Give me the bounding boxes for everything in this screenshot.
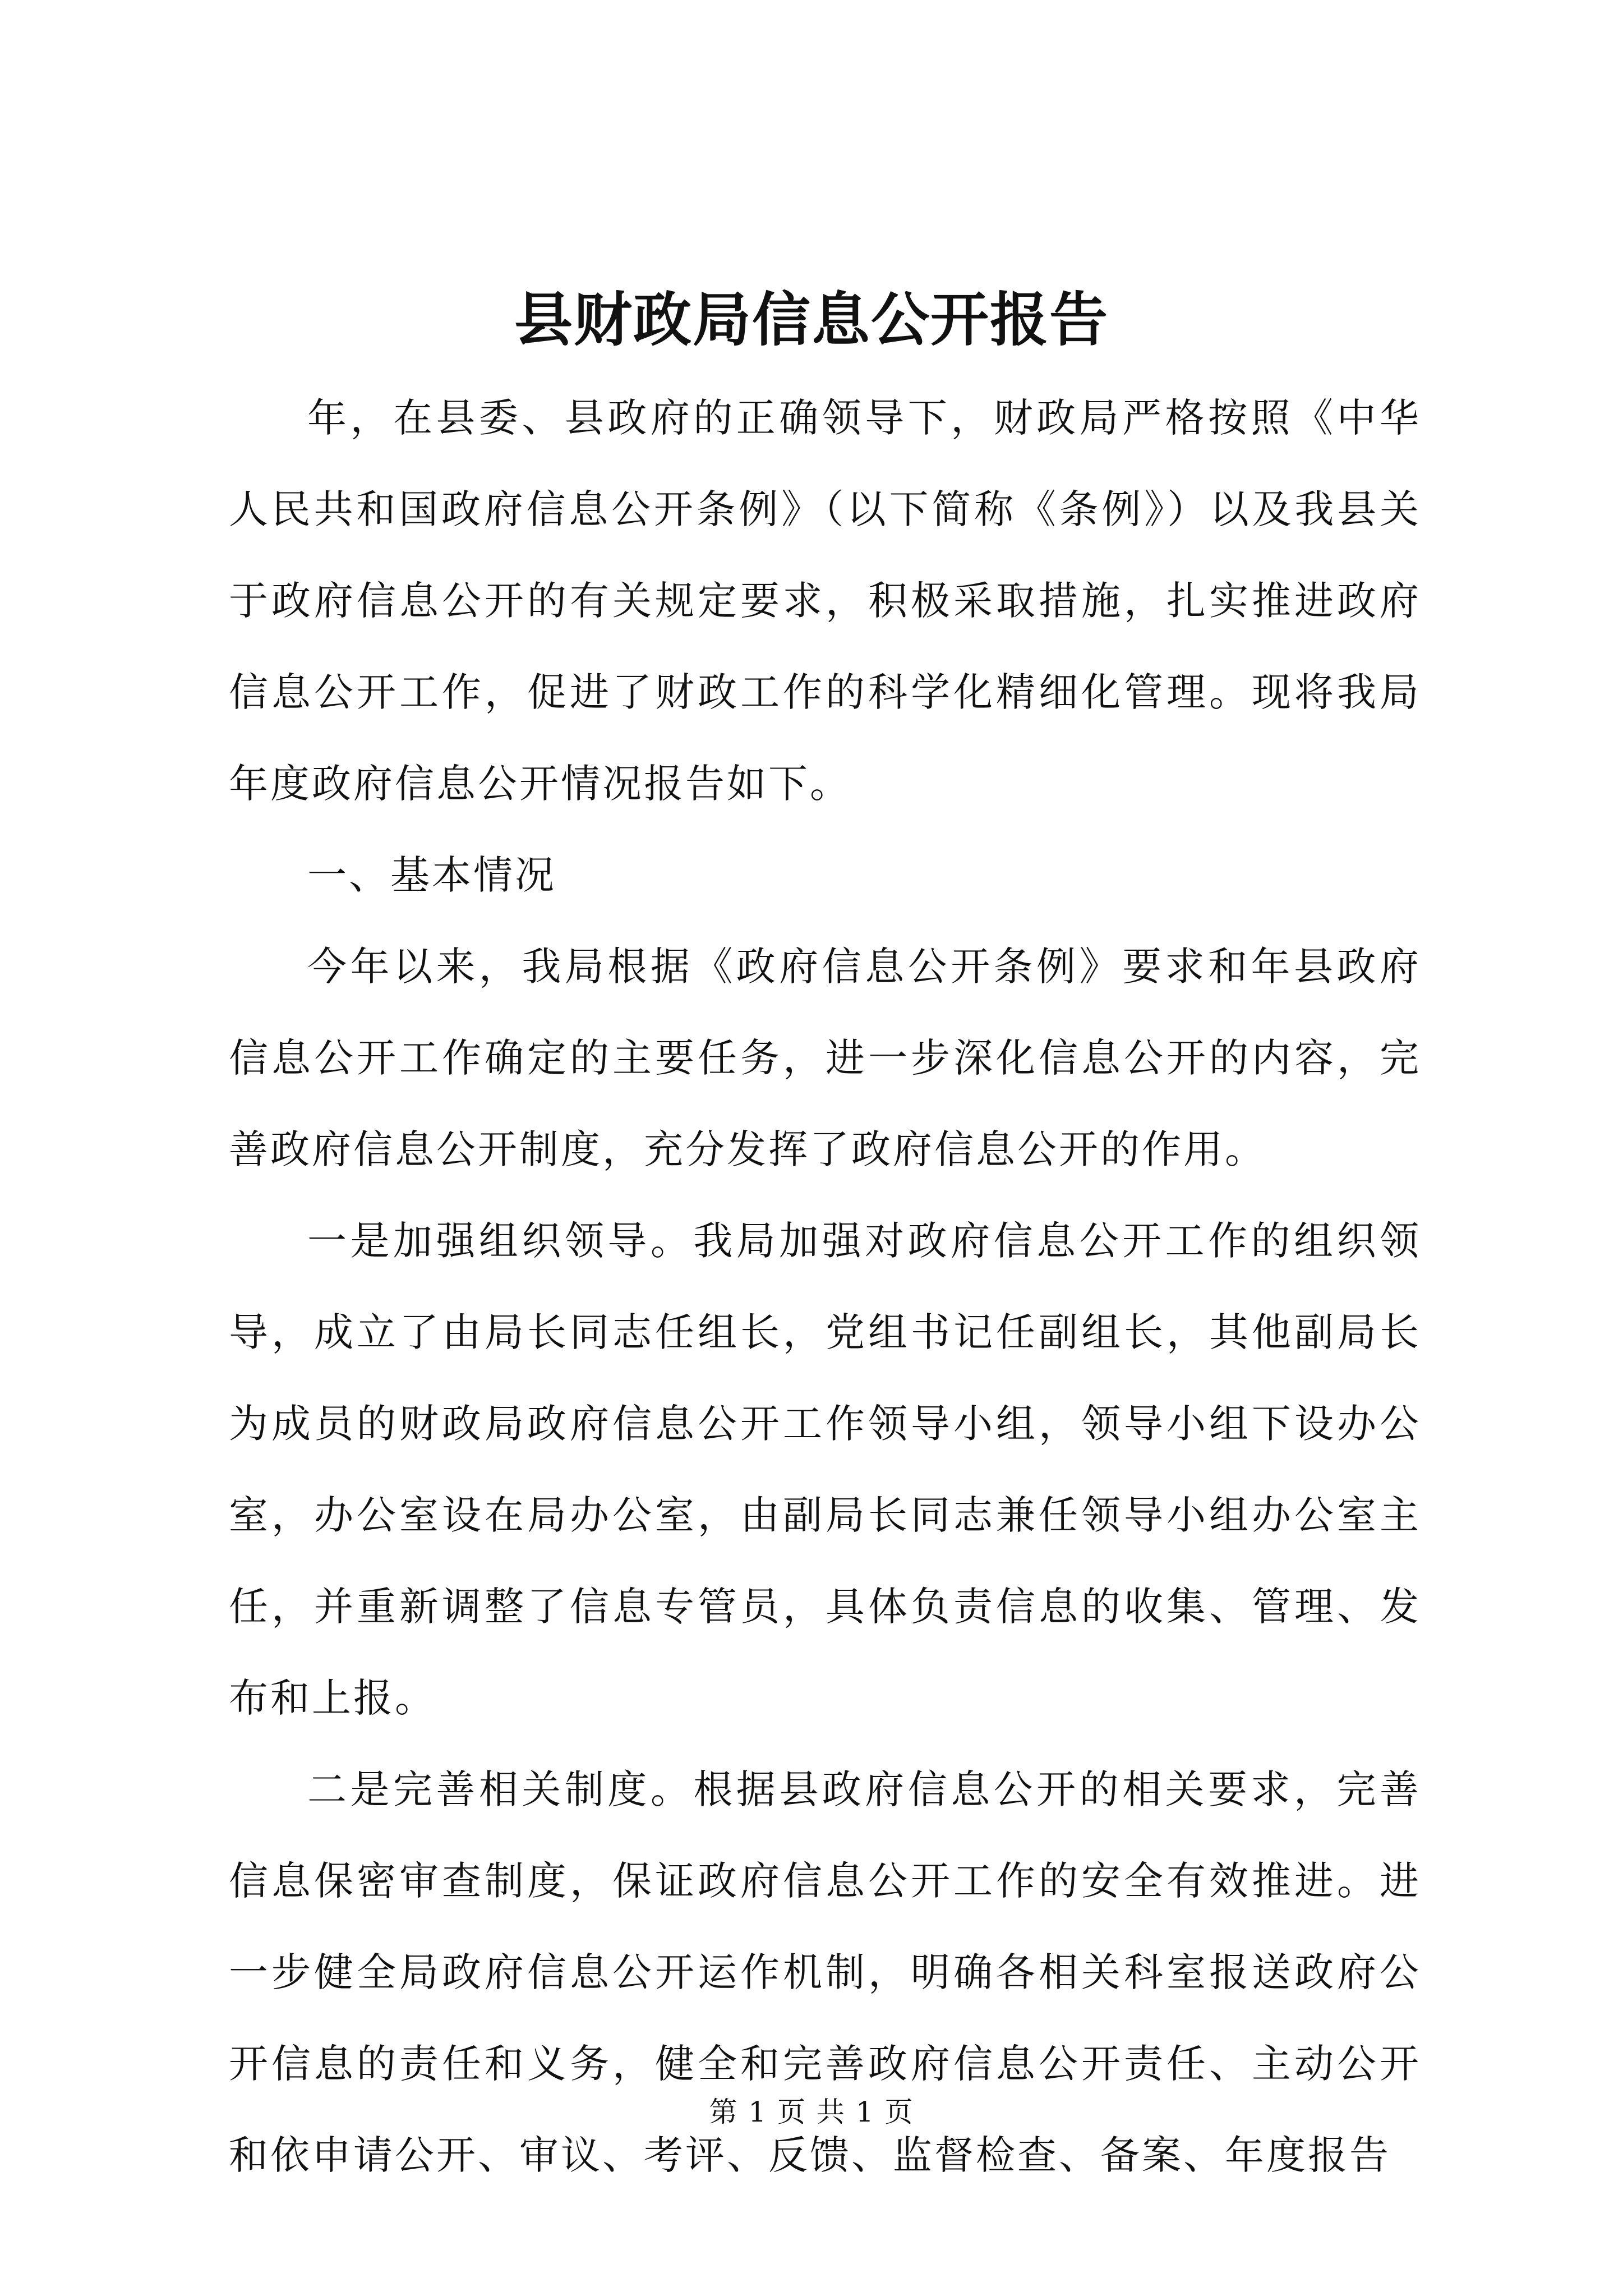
section-heading-basic: 一、基本情况 xyxy=(307,852,556,898)
paragraph-overview: 今年以来，我局根据《政府信息公开条例》要求和年县政府信息公开工作确定的主要任务，进一步深化信息公开的内容，完善政府信息公开制度，充分发挥了政府信息公开的作用。 xyxy=(229,944,1421,1172)
page-footer: 第 1 页 共 1 页 xyxy=(709,2096,914,2128)
paragraph-systems: 二是完善相关制度。根据县政府信息公开的相关要求，完善信息保密审查制度，保证政府信息公开工作的安全有效推进。进一步健全局政府信息公开运作机制，明确各相关科室报送政府公开信息的责任和义务，健全和完善政府信息公开责任、主动公开和依申请公开、审议、考评、反馈、监督检查、备案、年度报告 xyxy=(229,1766,1421,2178)
document-title: 县财政局信息公开报告 xyxy=(514,285,1109,354)
paragraph-leadership: 一是加强组织领导。我局加强对政府信息公开工作的组织领导，成立了由局长同志任组长，党组书记任副组长，其他副局长为成员的财政局政府信息公开工作领导小组，领导小组下设办公室，办公室设在局办公室，由副局长同志兼任领导小组办公室主任，并重新调整了信息专管员，具体负责信息的收集、管理、发布和上报。 xyxy=(229,1218,1421,1721)
paragraph-intro: 年，在县委、县政府的正确领导下，财政局严格按照《中华人民共和国政府信息公开条例》（以下简称《条例》）以及我县关于政府信息公开的有关规定要求，积极采取措施，扎实推进政府信息公开工作，促进了财政工作的科学化精细化管理。现将我局年度政府信息公开情况报告如下。 xyxy=(229,395,1421,807)
document-body xyxy=(229,372,1421,2201)
